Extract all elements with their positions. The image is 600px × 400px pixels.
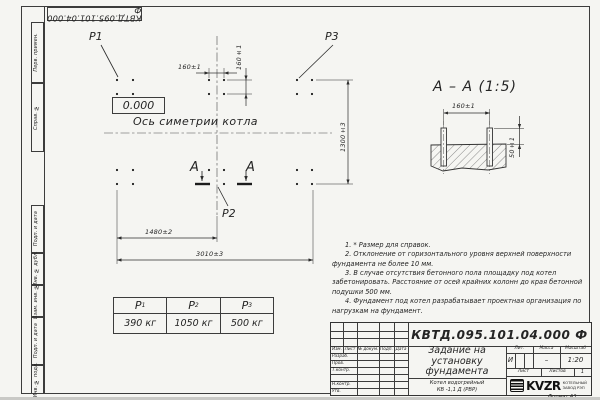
dim-stud-spacing: 160±1 — [452, 102, 475, 110]
tb-logo-area — [506, 376, 591, 395]
note-4: 4. Фундамент под котел разрабатывает проектная организация по нагрузкам на фундамент. — [332, 297, 582, 315]
load-table-value: 390 кг — [114, 314, 167, 333]
dim-length-3010: 3010±3 — [196, 250, 224, 258]
point-label-p2: P2 — [222, 207, 236, 220]
title-block — [330, 322, 592, 396]
kvzr-logo-icon — [510, 379, 524, 392]
kvzr-logo-caption: КОТЕЛЬНЫЙ ЗАВОД РЭП — [562, 381, 587, 390]
frame-field-label: Взам. инв. № — [34, 283, 40, 319]
load-table-header-row — [114, 298, 273, 314]
load-table-value: 1050 кг — [167, 314, 220, 333]
load-table-header: P 2 — [167, 298, 220, 314]
tb-header-data: Дата — [395, 346, 407, 352]
frame-field-label: Справ. № — [34, 105, 40, 130]
section-cut-marks — [195, 171, 252, 184]
tb-row-prov: Пров. — [332, 360, 345, 366]
tb-sheets-label: Листов — [549, 368, 566, 374]
dim-bolt-spacing-x: 160±1 — [178, 63, 201, 71]
note-1: 1. * Размер для справок. — [345, 241, 431, 249]
kvzr-logo-text: KVZR — [526, 378, 561, 393]
tb-lit-header: Лит. — [514, 346, 525, 352]
axis-of-symmetry-label: Ось симетрии котла — [133, 115, 258, 128]
load-table-value-row — [114, 314, 273, 333]
point-label-p3: P3 — [325, 30, 339, 43]
section-letter-right: А — [246, 160, 255, 175]
frame-field-label: Подп. и дата — [34, 323, 40, 359]
dim-bolt-spacing-y: 160±1 — [235, 44, 243, 70]
tb-lit-value: И — [507, 356, 514, 364]
tb-row-nkontr: Н.контр. — [332, 381, 351, 387]
tb-row-tkontr: Т.контр. — [332, 367, 351, 373]
frame-field-label: Инв. № дубл. — [34, 251, 40, 287]
titleblock-designation: КВТД.095.101.04.000 Ф — [411, 327, 588, 342]
tb-sheets-value: 1 — [580, 368, 585, 375]
tb-product-name: Котел водогрейный КВ -1,1 Д (РВР) — [429, 380, 485, 393]
tb-mass-value: – — [544, 356, 549, 364]
tb-row-razrab: Разраб. — [332, 353, 349, 359]
section-view-title: А – А (1:5) — [433, 79, 517, 95]
frame-field-label: Подп. и дата — [34, 211, 40, 247]
tb-header-izm: Изм. — [332, 346, 342, 352]
section-letter-left: А — [190, 160, 199, 175]
note-3: 3. В случае отсутствия бетонного пола площадку под котел забетонировать. Расстояние от осей крайних колонн до края бетонной подушки 500 мм. — [332, 269, 583, 296]
tb-scale-header: Масштаб — [565, 346, 586, 352]
load-table-header: P 3 — [221, 298, 273, 314]
tb-mass-header: Масса — [539, 346, 554, 352]
zero-level-box — [112, 97, 165, 114]
technical-notes — [332, 241, 590, 316]
tb-doc-title: Задание на установку фундамента — [425, 345, 489, 378]
load-table-header: P 1 — [114, 298, 167, 314]
point-label-p1: P1 — [89, 30, 103, 43]
load-table — [113, 297, 274, 334]
tb-scale-value: 1:20 — [567, 356, 584, 364]
frame-field-label: Перв. примен. — [34, 33, 40, 72]
tb-header-podp: Подп. — [380, 346, 393, 352]
load-table-value: 500 кг — [230, 318, 263, 329]
dim-length-1480: 1480±2 — [145, 228, 173, 236]
dim-stud-height: 50±1 — [508, 136, 516, 158]
dim-width-1300: 1300±3 — [339, 122, 347, 152]
note-2: 2. Отклонение от горизонтального уровня верхней поверхности фундамента не более 10 мм. — [332, 250, 572, 268]
zero-level-value: 0.000 — [122, 99, 155, 112]
tb-header-list: Лист — [344, 346, 356, 352]
anchor-bolt-points — [116, 79, 313, 185]
tb-header-doc: № докум. — [357, 346, 379, 352]
tb-sheet-label: Лист — [517, 368, 530, 374]
frame-field-label: Инв. № подл. — [34, 361, 40, 398]
top-designation-text: КВТД.095.101.04.000 Ф — [47, 5, 142, 24]
tb-row-utv: Утв. — [332, 388, 341, 394]
